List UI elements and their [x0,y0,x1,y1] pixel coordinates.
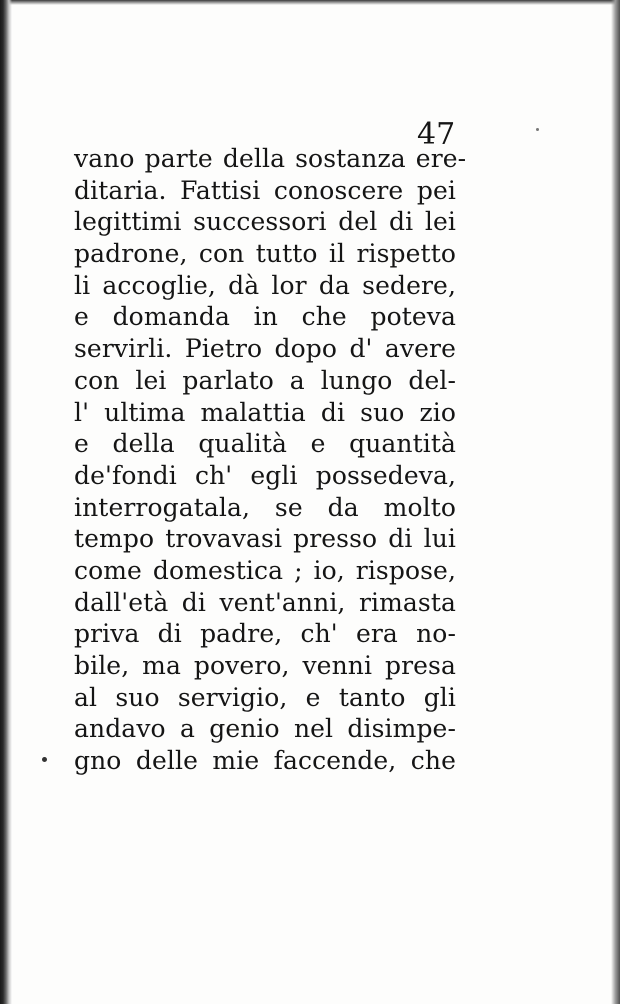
paper-speck [536,128,539,131]
text-line: l' ultima malattia di suo zio [74,397,456,427]
body-text [74,143,467,777]
text-line: padrone, con tutto il rispetto [74,239,456,269]
text-line: servirli. Pietro dopo d' avere [74,334,456,364]
page-top-edge [0,0,620,5]
page-right-edge [611,0,620,1004]
text-line: vano parte della sostanza ere- [74,144,467,173]
text-line: tempo trovavasi presso di lui [74,524,456,554]
text-line: e domanda in che poteva [74,302,456,332]
text-line: come domestica ; io, rispose, [74,555,456,585]
text-line: ditaria. Fattisi conoscere pei [74,175,456,205]
text-line: priva di padre, ch' era no- [74,619,456,649]
text-line: interrogatala, se da molto [74,492,456,522]
page-binding-shadow [0,0,12,1004]
text-line: gno delle mie faccende, che [74,746,456,776]
margin-ink-dot [42,757,47,762]
text-line: con lei parlato a lungo del- [74,365,456,395]
text-line: e della qualità e quantità [74,429,456,459]
text-line: bile, ma povero, venni presa [74,651,456,680]
text-line: li accoglie, dà lor da sedere, [74,270,456,300]
text-line: andavo a genio nel disimpe- [74,714,456,744]
text-line: dall'età di vent'anni, rimasta [74,587,456,617]
text-line: de'fondi ch' egli possedeva, [74,460,456,490]
page-number: 47 [417,117,456,152]
text-line: legittimi successori del di lei [74,207,456,237]
text-line: al suo servigio, e tanto gli [74,682,456,712]
